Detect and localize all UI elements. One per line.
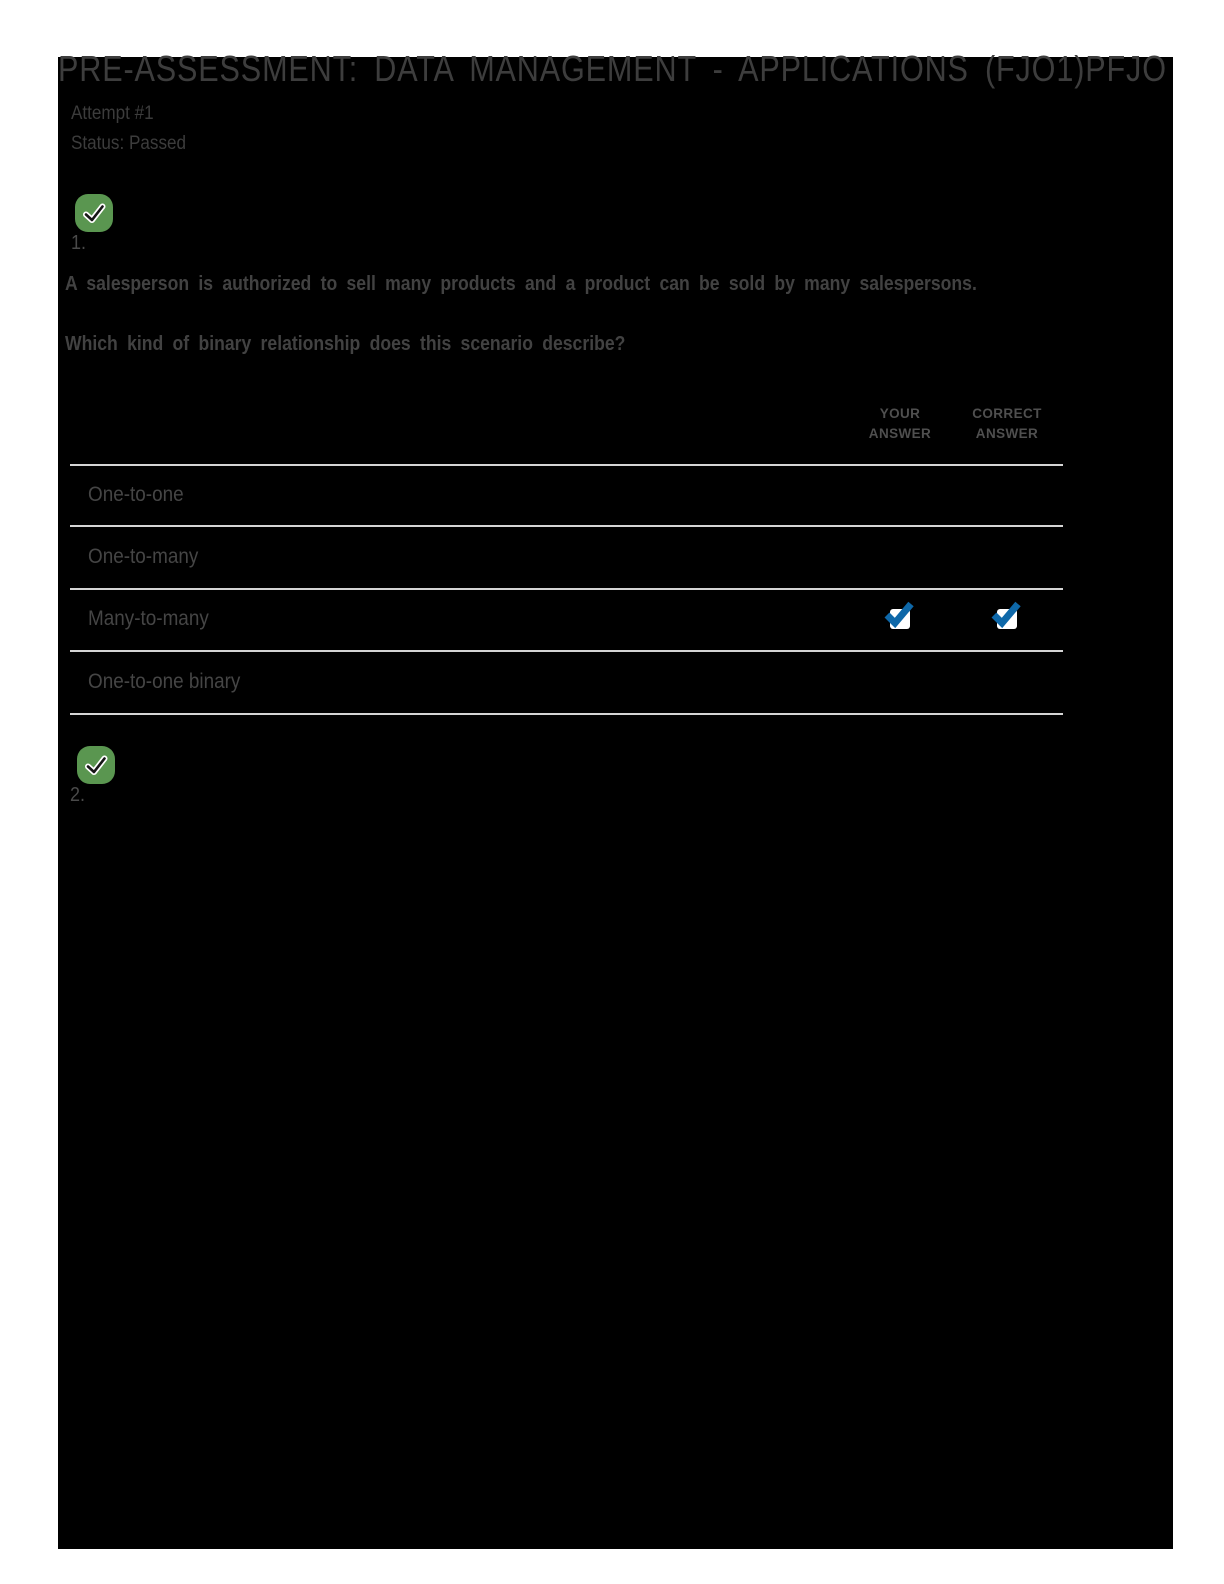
attempt-label: Attempt #1	[71, 103, 154, 124]
question-1-prompt: A salesperson is authorized to sell many products and a product can be sold by many salespersons.	[65, 273, 977, 295]
correct-answer-checkbox	[997, 672, 1017, 692]
your-answer-checkbox	[890, 547, 910, 567]
correct-answer-column-header: CORRECT ANSWER	[972, 406, 1042, 441]
answer-option-label: One-to-one binary	[88, 669, 241, 693]
status-label: Status: Passed	[71, 133, 187, 154]
your-answer-checkbox	[890, 609, 910, 629]
answer-row	[70, 464, 1063, 525]
answer-option-label: Many-to-many	[88, 607, 209, 630]
page-title: PRE-ASSESSMENT: DATA MANAGEMENT - APPLICATIONS (FJO1)PFJO	[58, 48, 1167, 89]
answer-option-label: One-to-one	[88, 482, 184, 506]
question-1-subprompt: Which kind of binary relationship does this scenario describe?	[65, 333, 626, 355]
your-answer-checkbox	[890, 672, 910, 692]
your-answer-column-header: YOUR ANSWER	[868, 406, 932, 441]
answer-option-label: One-to-many	[88, 544, 199, 568]
check-circle-icon	[77, 746, 115, 784]
check-circle-icon	[75, 194, 113, 232]
question-2-number: 2.	[70, 784, 86, 806]
answer-row	[70, 525, 1063, 588]
table-divider	[70, 713, 1063, 715]
your-answer-checkbox	[890, 485, 910, 505]
answer-row	[70, 650, 1063, 713]
question-1-number: 1.	[71, 232, 87, 254]
correct-answer-checkbox	[997, 485, 1017, 505]
correct-answer-checkbox	[997, 547, 1017, 567]
answer-row	[70, 588, 1063, 650]
report-content-area	[58, 48, 1173, 1549]
correct-answer-checkbox	[997, 609, 1017, 629]
